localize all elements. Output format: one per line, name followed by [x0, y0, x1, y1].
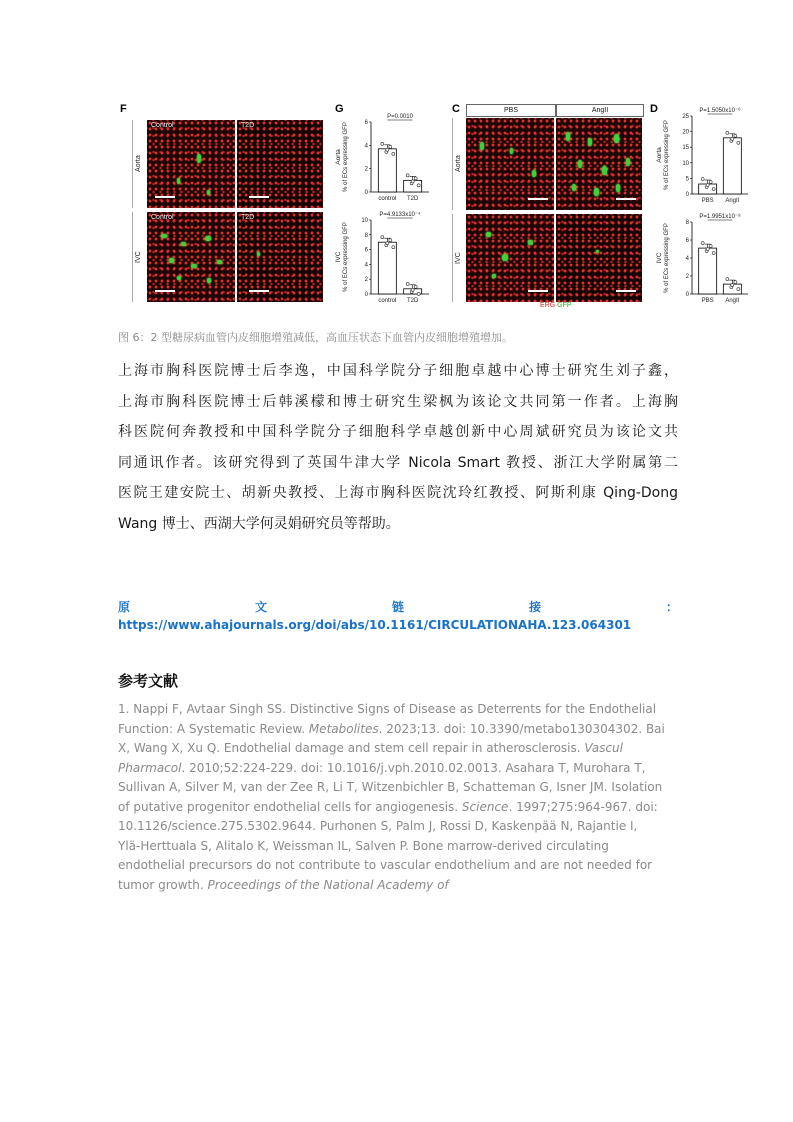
- journal-name: Pharmacol: [118, 760, 182, 775]
- y-tick-label: 6: [364, 247, 368, 254]
- scale-bar: [155, 196, 175, 198]
- reference-line: [118, 798, 678, 818]
- data-point: [411, 288, 414, 291]
- figure-6: [118, 100, 741, 310]
- row-label-ivc: IVC: [132, 212, 145, 302]
- stain-erg: ERG: [540, 302, 556, 309]
- scale-bar: [528, 290, 548, 292]
- micro-label: T2D: [241, 122, 255, 129]
- row-label-aorta-c: Aorta: [452, 118, 465, 210]
- y-axis-label: % of ECs expressing GFP: [664, 223, 670, 293]
- y-axis-label: % of ECs expressing GFP: [343, 222, 349, 292]
- ref-text-run: . 2010;52:224-229. doi: 10.1016/j.vph.2010.02.0013. Asahara T, Murohara T,: [181, 760, 646, 775]
- row-label: IVC: [335, 251, 342, 263]
- ref-text-run: Sullivan A, Silver M, van der Zee R, Li T, Witzenbichler B, Schatteman G, Isner JM. Isolation: [118, 780, 663, 794]
- body-line: 科医院何奔教授和中国科学院分子细胞科学卓越创新中心周斌研究员为该论文共: [118, 424, 678, 440]
- y-tick-label: 15: [682, 145, 689, 152]
- ref-text-run: endothelial precursors do not contribute to vascular endothelium and are not needed for: [118, 858, 653, 872]
- data-point: [389, 145, 392, 148]
- y-tick-label: 4: [685, 256, 689, 262]
- data-point: [731, 284, 734, 287]
- body-line: 上海市胸科医院博士后韩溪檬和博士研究生梁枫为该论文共同第一作者。上海胸: [118, 393, 678, 410]
- data-point: [731, 137, 734, 140]
- scale-bar: [249, 290, 269, 292]
- data-point: [417, 292, 420, 295]
- panel-letter-f: F: [120, 103, 127, 115]
- chart-d-aorta: [642, 102, 752, 210]
- source-link[interactable]: https://www.ahajournals.org/doi/abs/10.1161/CIRCULATIONAHA.123.064301: [118, 618, 632, 632]
- link-label-char: 接: [528, 600, 541, 614]
- stain-gfp: GFP: [557, 302, 572, 309]
- x-tick-label: AngII: [725, 298, 740, 304]
- chart-g-aorta: [333, 108, 433, 208]
- reference-line: [118, 720, 678, 740]
- p-value: P=1.9951x10⁻⁸: [699, 214, 741, 220]
- chart-g-ivc: [333, 208, 433, 310]
- micrograph-c-ivc-pbs: [466, 214, 554, 302]
- journal-name: Vascul: [584, 741, 623, 755]
- ref-text-run: tumor growth.: [118, 877, 208, 892]
- p-value: P=0.0010: [387, 114, 413, 120]
- y-tick-label: 5: [685, 176, 689, 183]
- journal-name: Proceedings of the National Academy of: [207, 877, 449, 892]
- y-tick-label: 10: [682, 160, 689, 167]
- data-point: [726, 278, 729, 281]
- x-tick-label: PBS: [701, 298, 714, 304]
- bar-control: [378, 242, 396, 294]
- x-tick-label: T2D: [406, 196, 419, 202]
- data-point: [411, 180, 414, 183]
- data-point: [709, 181, 712, 184]
- x-tick-label: PBS: [701, 198, 714, 204]
- x-tick-label: AngII: [725, 198, 740, 204]
- reference-line: [118, 876, 678, 896]
- x-tick-label: T2D: [406, 298, 419, 304]
- ref-text-run: 1. Nappi F, Avtaar Singh SS. Distinctive Signs of Disease as Deterrents for the Endothelial: [118, 702, 657, 716]
- data-point: [414, 285, 417, 288]
- micrograph-f-ivc-t2d: [237, 212, 323, 302]
- references-list: [118, 700, 678, 895]
- p-value: P=4.9133x10⁻⁴: [379, 212, 421, 218]
- data-point: [709, 245, 712, 248]
- data-point: [712, 188, 715, 191]
- reference-line: [118, 778, 678, 798]
- link-label-char: ：: [665, 600, 678, 614]
- reference-line: [118, 739, 678, 759]
- y-axis-label: % of ECs expressing GFP: [664, 120, 670, 190]
- x-tick-label: control: [378, 298, 397, 304]
- figure-caption: 图 6：2 型糖尿病血管内皮细胞增殖减低，高血压状态下血管内皮细胞增殖增加。: [118, 331, 513, 344]
- data-point: [712, 252, 715, 255]
- stain-legend: [540, 302, 572, 309]
- data-point: [706, 184, 709, 187]
- data-point: [392, 246, 395, 249]
- data-point: [381, 236, 384, 239]
- scale-bar: [528, 198, 548, 200]
- reference-line: [118, 856, 678, 876]
- data-point: [392, 152, 395, 155]
- chart-d-ivc: [642, 210, 752, 310]
- panel-letter-d: D: [650, 103, 658, 115]
- y-tick-label: 6: [364, 120, 368, 126]
- body-line: 医院王建安院士、胡新央教授、上海市胸科医院沈玲红教授、阿斯利康 Qing-Dong: [118, 485, 678, 501]
- micrograph-f-ivc-control: [147, 212, 235, 302]
- data-point: [734, 134, 737, 137]
- data-point: [737, 288, 740, 291]
- panel-letter-c: C: [452, 103, 460, 115]
- y-tick-label: 4: [364, 143, 368, 150]
- reference-line: [118, 700, 678, 720]
- y-tick-label: 25: [682, 114, 689, 120]
- row-label: Aorta: [656, 147, 663, 163]
- y-tick-label: 2: [364, 277, 368, 284]
- data-point: [417, 184, 420, 187]
- y-tick-label: 8: [364, 232, 368, 239]
- link-label-char: 原: [118, 600, 131, 614]
- micrograph-c-ivc-angii: [556, 214, 642, 302]
- reference-line: [118, 817, 678, 837]
- bar-angii: [723, 138, 741, 194]
- ref-text-run: . 1997;275:964-967. doi:: [508, 799, 658, 814]
- y-tick-label: 20: [682, 129, 689, 136]
- p-value: P=1.5050x10⁻⁶: [699, 108, 741, 114]
- y-tick-label: 0: [364, 292, 368, 298]
- scale-bar: [616, 198, 636, 200]
- ref-text-run: of putative progenitor endothelial cells for angiogenesis.: [118, 799, 462, 814]
- y-tick-label: 8: [685, 220, 689, 226]
- ref-text-run: 10.1126/science.275.5302.9644. Purhonen S, Palm J, Rossi D, Kaskenpää N, Rajantie I,: [118, 819, 638, 833]
- journal-name: Science: [461, 799, 509, 814]
- row-label-ivc-c: IVC: [452, 214, 465, 302]
- row-label: Aorta: [335, 149, 342, 165]
- y-tick-label: 0: [364, 190, 368, 196]
- data-point: [726, 131, 729, 134]
- row-label: IVC: [656, 252, 663, 264]
- link-label-char: 文: [254, 600, 267, 614]
- y-tick-label: 2: [685, 274, 689, 280]
- data-point: [406, 282, 409, 285]
- y-tick-label: 6: [685, 238, 689, 244]
- reference-line: [118, 759, 678, 779]
- micro-label: Control: [151, 214, 174, 221]
- data-point: [701, 178, 704, 181]
- data-point: [389, 239, 392, 242]
- body-line: 同通讯作者。该研究得到了英国牛津大学 Nicola Smart 教授、浙江大学附属第二: [118, 454, 678, 471]
- scale-bar: [155, 290, 175, 292]
- scale-bar: [249, 196, 269, 198]
- data-point: [414, 177, 417, 180]
- micrograph-c-aorta-angii: [556, 118, 642, 210]
- data-point: [701, 242, 704, 245]
- ref-text-run: X, Wang X, Xu Q. Endothelial damage and stem cell repair in atherosclerosis.: [118, 741, 585, 755]
- data-point: [386, 148, 389, 151]
- condition-label-angii: AngII: [556, 104, 644, 117]
- body-paragraph: [118, 356, 678, 539]
- micrograph-c-aorta-pbs: [466, 118, 554, 210]
- reference-line: [118, 837, 678, 857]
- panel-letter-g: G: [335, 103, 344, 115]
- y-tick-label: 0: [685, 192, 689, 198]
- scale-bar: [616, 290, 636, 292]
- y-tick-label: 2: [364, 166, 368, 173]
- ref-text-run: . 2023;13. doi: 10.3390/metabo130304302. Bai: [378, 721, 665, 736]
- link-label-char: 链: [391, 600, 404, 614]
- data-point: [737, 141, 740, 144]
- micrograph-f-aorta-control: [147, 120, 235, 208]
- data-point: [386, 242, 389, 245]
- data-point: [706, 248, 709, 251]
- condition-label-pbs: PBS: [466, 104, 556, 117]
- micro-label: Control: [151, 122, 174, 129]
- y-axis-label: % of ECs expressing GFP: [343, 122, 349, 192]
- micrograph-f-aorta-t2d: [237, 120, 323, 208]
- data-point: [406, 174, 409, 177]
- ref-text-run: Ylä-Herttuala S, Alitalo K, Weissman IL, Salven P. Bone marrow-derived circulating: [118, 838, 609, 853]
- data-point: [381, 142, 384, 145]
- y-tick-label: 0: [685, 292, 689, 298]
- y-tick-label: 10: [361, 218, 368, 224]
- micro-label: T2D: [241, 214, 255, 221]
- body-line: 上海市胸科医院博士后李逸，中国科学院分子细胞卓越中心博士研究生刘子鑫，: [118, 363, 678, 379]
- y-tick-label: 4: [364, 262, 368, 269]
- ref-text-run: Function: A Systematic Review.: [118, 721, 309, 736]
- source-link-label: [118, 598, 678, 615]
- references-heading: 参考文献: [118, 672, 179, 690]
- journal-name: Metabolites: [308, 721, 379, 736]
- row-label-aorta: Aorta: [132, 120, 145, 208]
- x-tick-label: control: [378, 196, 397, 202]
- data-point: [734, 281, 737, 284]
- bar-pbs: [699, 248, 717, 294]
- body-line: Wang 博士、西湖大学何灵娟研究员等帮助。: [118, 515, 400, 532]
